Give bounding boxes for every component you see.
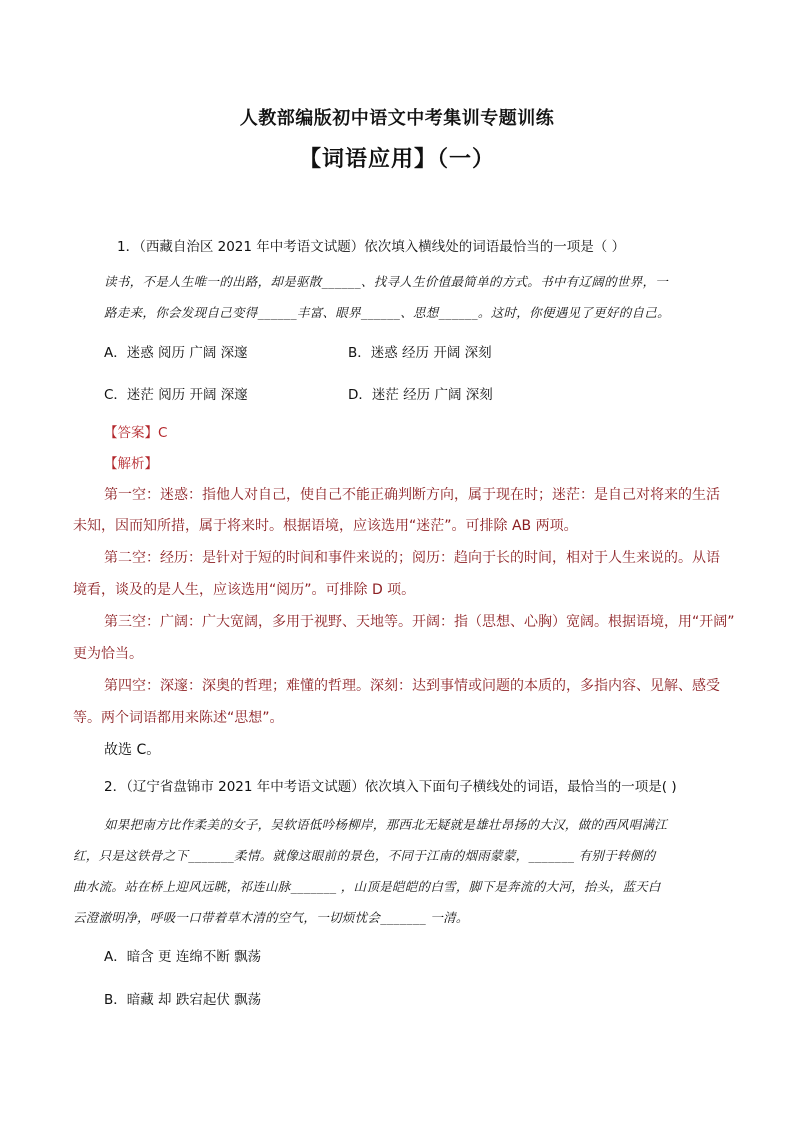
conclusion-text: 故选 C。 <box>104 742 161 758</box>
question-1-option-b: B．迷惑 经历 开阔 深刻 <box>348 345 492 361</box>
answer-label: 【答案】C <box>104 425 168 441</box>
question-2-passage-line: 如果把南方比作柔美的女子，吴软语低吟杨柳岸，那西北无疑就是雄壮昂扬的大汉，做的西风唱满江 <box>104 817 668 832</box>
analysis-line: 等。两个词语都用来陈述“思想”。 <box>73 710 284 726</box>
question-1-passage-line: 路走来，你会发现自己变得______丰富、眼界______、思想______。这时，你便遇见了更好的自己。 <box>104 305 670 320</box>
question-1-option-d: D．迷茫 经历 广阔 深刻 <box>348 387 493 403</box>
question-1-passage-line: 读书，不是人生唯一的出路，却是驱散______、找寻人生价值最简单的方式。书中有辽阔的世界，一 <box>104 274 669 289</box>
analysis-line: 第一空：迷惑：指他人对自己，使自己不能正确判断方向，属于现在时；迷茫：是自己对将来的生活 <box>104 487 720 503</box>
question-2-passage-line: 红，只是这铁骨之下_______柔情。就像这眼前的景色，不同于江南的烟雨蒙蒙，_______ 有别于转侧的 <box>73 848 656 863</box>
analysis-line: 境看，谈及的是人生，应该选用“阅历”。可排除 D 项。 <box>73 582 416 598</box>
question-1-option-a: A．迷惑 阅历 广阔 深邃 <box>104 345 248 361</box>
question-2-passage-line: 云澄澈明净，呼吸一口带着草木清的空气，一切烦忧会_______ 一清。 <box>73 910 469 925</box>
analysis-line: 第四空：深邃：深奥的哲理；难懂的哲理。深刻：达到事情或问题的本质的，多指内容、见解、感受 <box>104 678 720 694</box>
question-2-option-a: A．暗含 更 连绵不断 飘荡 <box>104 949 262 965</box>
question-2-option-b: B．暗藏 却 跌宕起伏 飘荡 <box>104 992 262 1008</box>
document-title: 人教部编版初中语文中考集训专题训练 <box>239 108 555 129</box>
question-1-option-c: C．迷茫 阅历 开阔 深邃 <box>104 387 248 403</box>
analysis-line: 未知，因而知所措，属于将来时。根据语境，应该选用“迷茫”。可排除 AB 两项。 <box>73 518 578 534</box>
question-1-stem: 1．（西藏自治区 2021 年中考语文试题）依次填入横线处的词语最恰当的一项是（ ） <box>117 239 626 255</box>
analysis-line: 更为恰当。 <box>73 646 143 662</box>
analysis-label: 【解析】 <box>104 456 158 472</box>
analysis-line: 第二空：经历：是针对于短的时间和事件来说的；阅历：趋向于长的时间，相对于人生来说的。从语 <box>104 550 720 566</box>
question-2-stem: 2．（辽宁省盘锦市 2021 年中考语文试题）依次填入下面句子横线处的词语，最恰当的一项是( ) <box>104 779 677 795</box>
analysis-line: 第三空：广阔：广大宽阔，多用于视野、天地等。开阔：指（思想、心胸）宽阔。根据语境，用“开阔” <box>104 614 735 630</box>
document-subtitle: 【词语应用】（一） <box>298 147 495 172</box>
question-2-passage-line: 曲水流。站在桥上迎风远眺，祁连山脉_______ ，山顶是皑皑的白雪，脚下是奔流的大河，抬头，蓝天白 <box>73 879 661 894</box>
